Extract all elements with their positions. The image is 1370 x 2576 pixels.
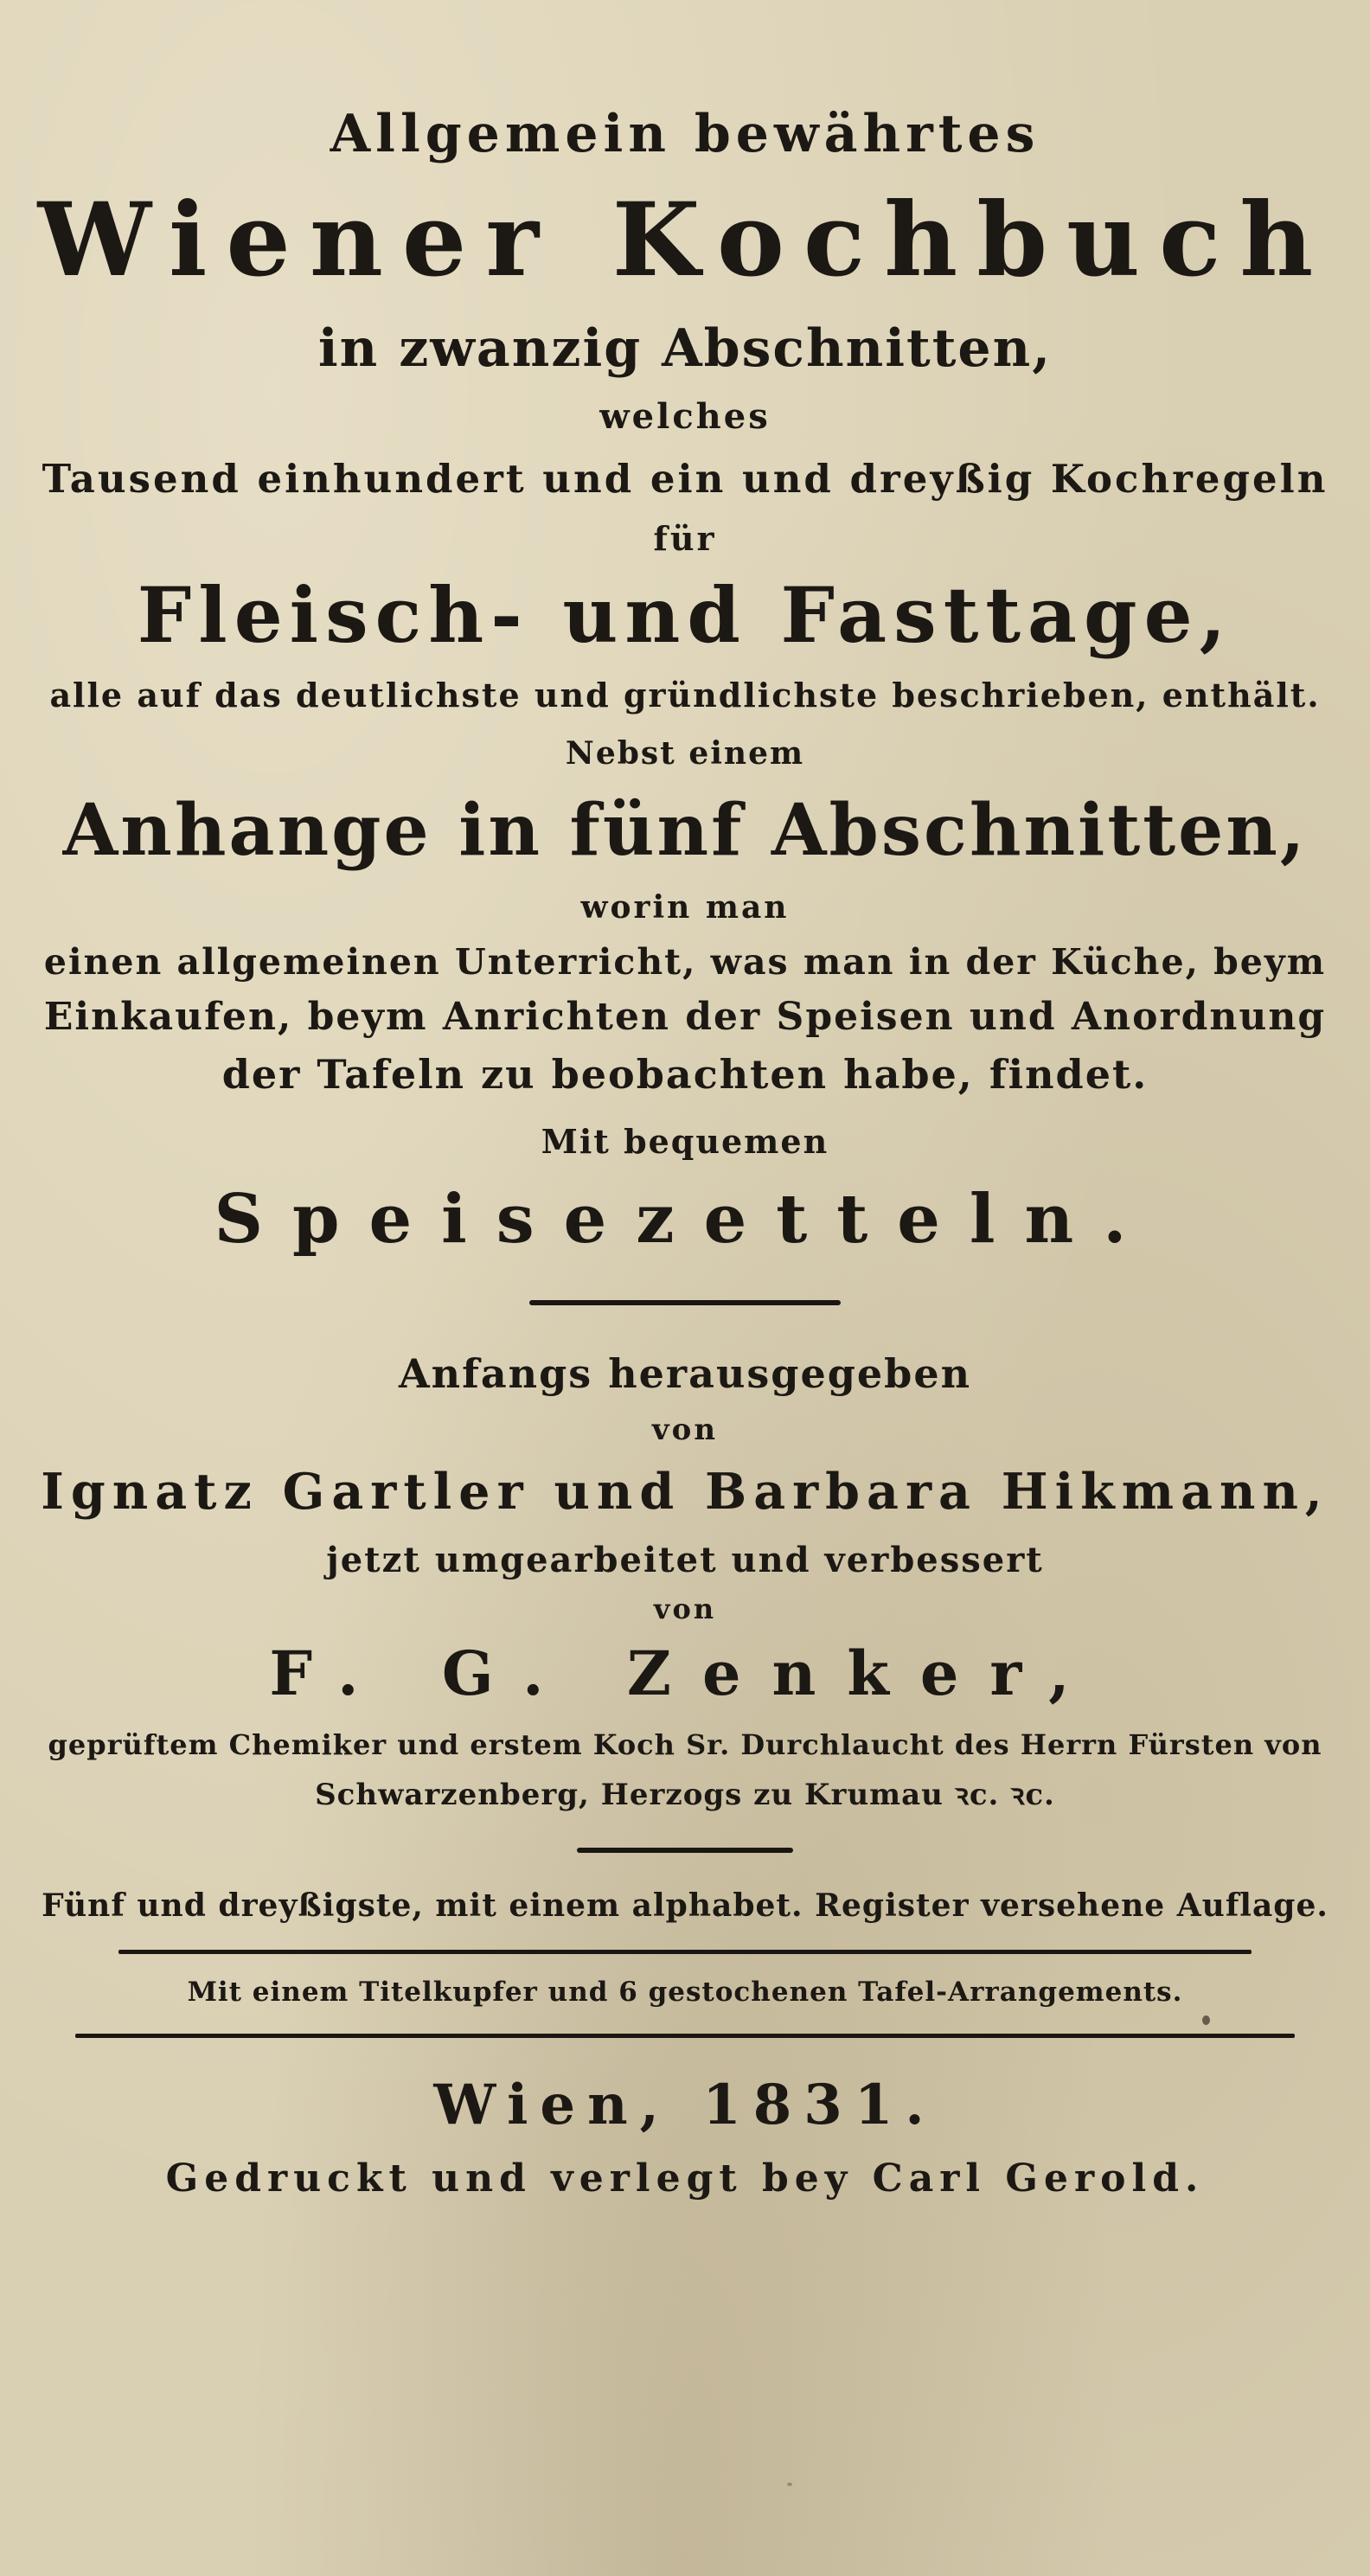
worin-line: worin man — [580, 889, 790, 926]
appendix-line: Anhange in fünf Abschnitten, — [62, 789, 1308, 872]
speisezettel-line: Speisezetteln. — [214, 1180, 1156, 1259]
von-line-2: von — [653, 1592, 717, 1625]
divider-rule — [75, 2034, 1295, 2038]
anfangs-line: Anfangs herausgegeben — [398, 1350, 972, 1397]
fuer-line: für — [653, 519, 717, 558]
fleisch-fasttage-line: Fleisch- und Fasttage, — [137, 570, 1233, 660]
main-title: Wiener Kochbuch — [37, 180, 1333, 299]
nebst-line: Nebst einem — [565, 735, 805, 772]
divider-rule — [577, 1848, 793, 1853]
editor-name: F. G. Zenker, — [269, 1637, 1101, 1709]
von-line-1: von — [651, 1413, 719, 1447]
divider-rule — [529, 1300, 841, 1305]
body-line-1: einen allgemeinen Unterricht, was man in der Küche, beym — [43, 941, 1327, 983]
plates-line: Mit einem Titelkupfer und 6 gestochenen Tafel-Arrangements. — [187, 1977, 1183, 2008]
body-line-2: Einkaufen, beym Anrichten der Speisen und Anordnung — [43, 995, 1327, 1039]
paper-speck — [1202, 2015, 1210, 2025]
mit-line: Mit bequemen — [541, 1122, 829, 1161]
revised-line: jetzt umgearbeitet und verbessert — [326, 1540, 1044, 1580]
description-line: alle auf das deutlichste und gründlichste beschrieben, enthält. — [49, 676, 1321, 714]
paper-speck — [85, 484, 89, 489]
pre-title: Allgemein bewährtes — [330, 104, 1040, 164]
editor-description-1: geprüftem Chemiker und erstem Koch Sr. Durchlaucht des Herrn Fürsten von — [48, 1728, 1322, 1761]
welches-line: welches — [599, 396, 771, 437]
place-year: Wien, 1831. — [433, 2073, 937, 2137]
divider-rule — [118, 1950, 1252, 1954]
recipe-count-line: Tausend einhundert und ein und dreyßig Kochregeln — [42, 456, 1328, 502]
editor-description-2: Schwarzenberg, Herzogs zu Krumau ꝛc. ꝛc. — [315, 1778, 1055, 1812]
paper-speck — [787, 2483, 792, 2486]
sections-line: in zwanzig Abschnitten, — [317, 318, 1053, 379]
printer-line: Gedruckt und verlegt bey Carl Gerold. — [165, 2156, 1205, 2201]
authors-line: Ignatz Gartler und Barbara Hikmann, — [41, 1463, 1329, 1521]
body-line-3: der Tafeln zu beobachten habe, findet. — [221, 1051, 1149, 1098]
edition-line: Fünf und dreyßigste, mit einem alphabet. Register versehene Auflage. — [42, 1887, 1328, 1924]
